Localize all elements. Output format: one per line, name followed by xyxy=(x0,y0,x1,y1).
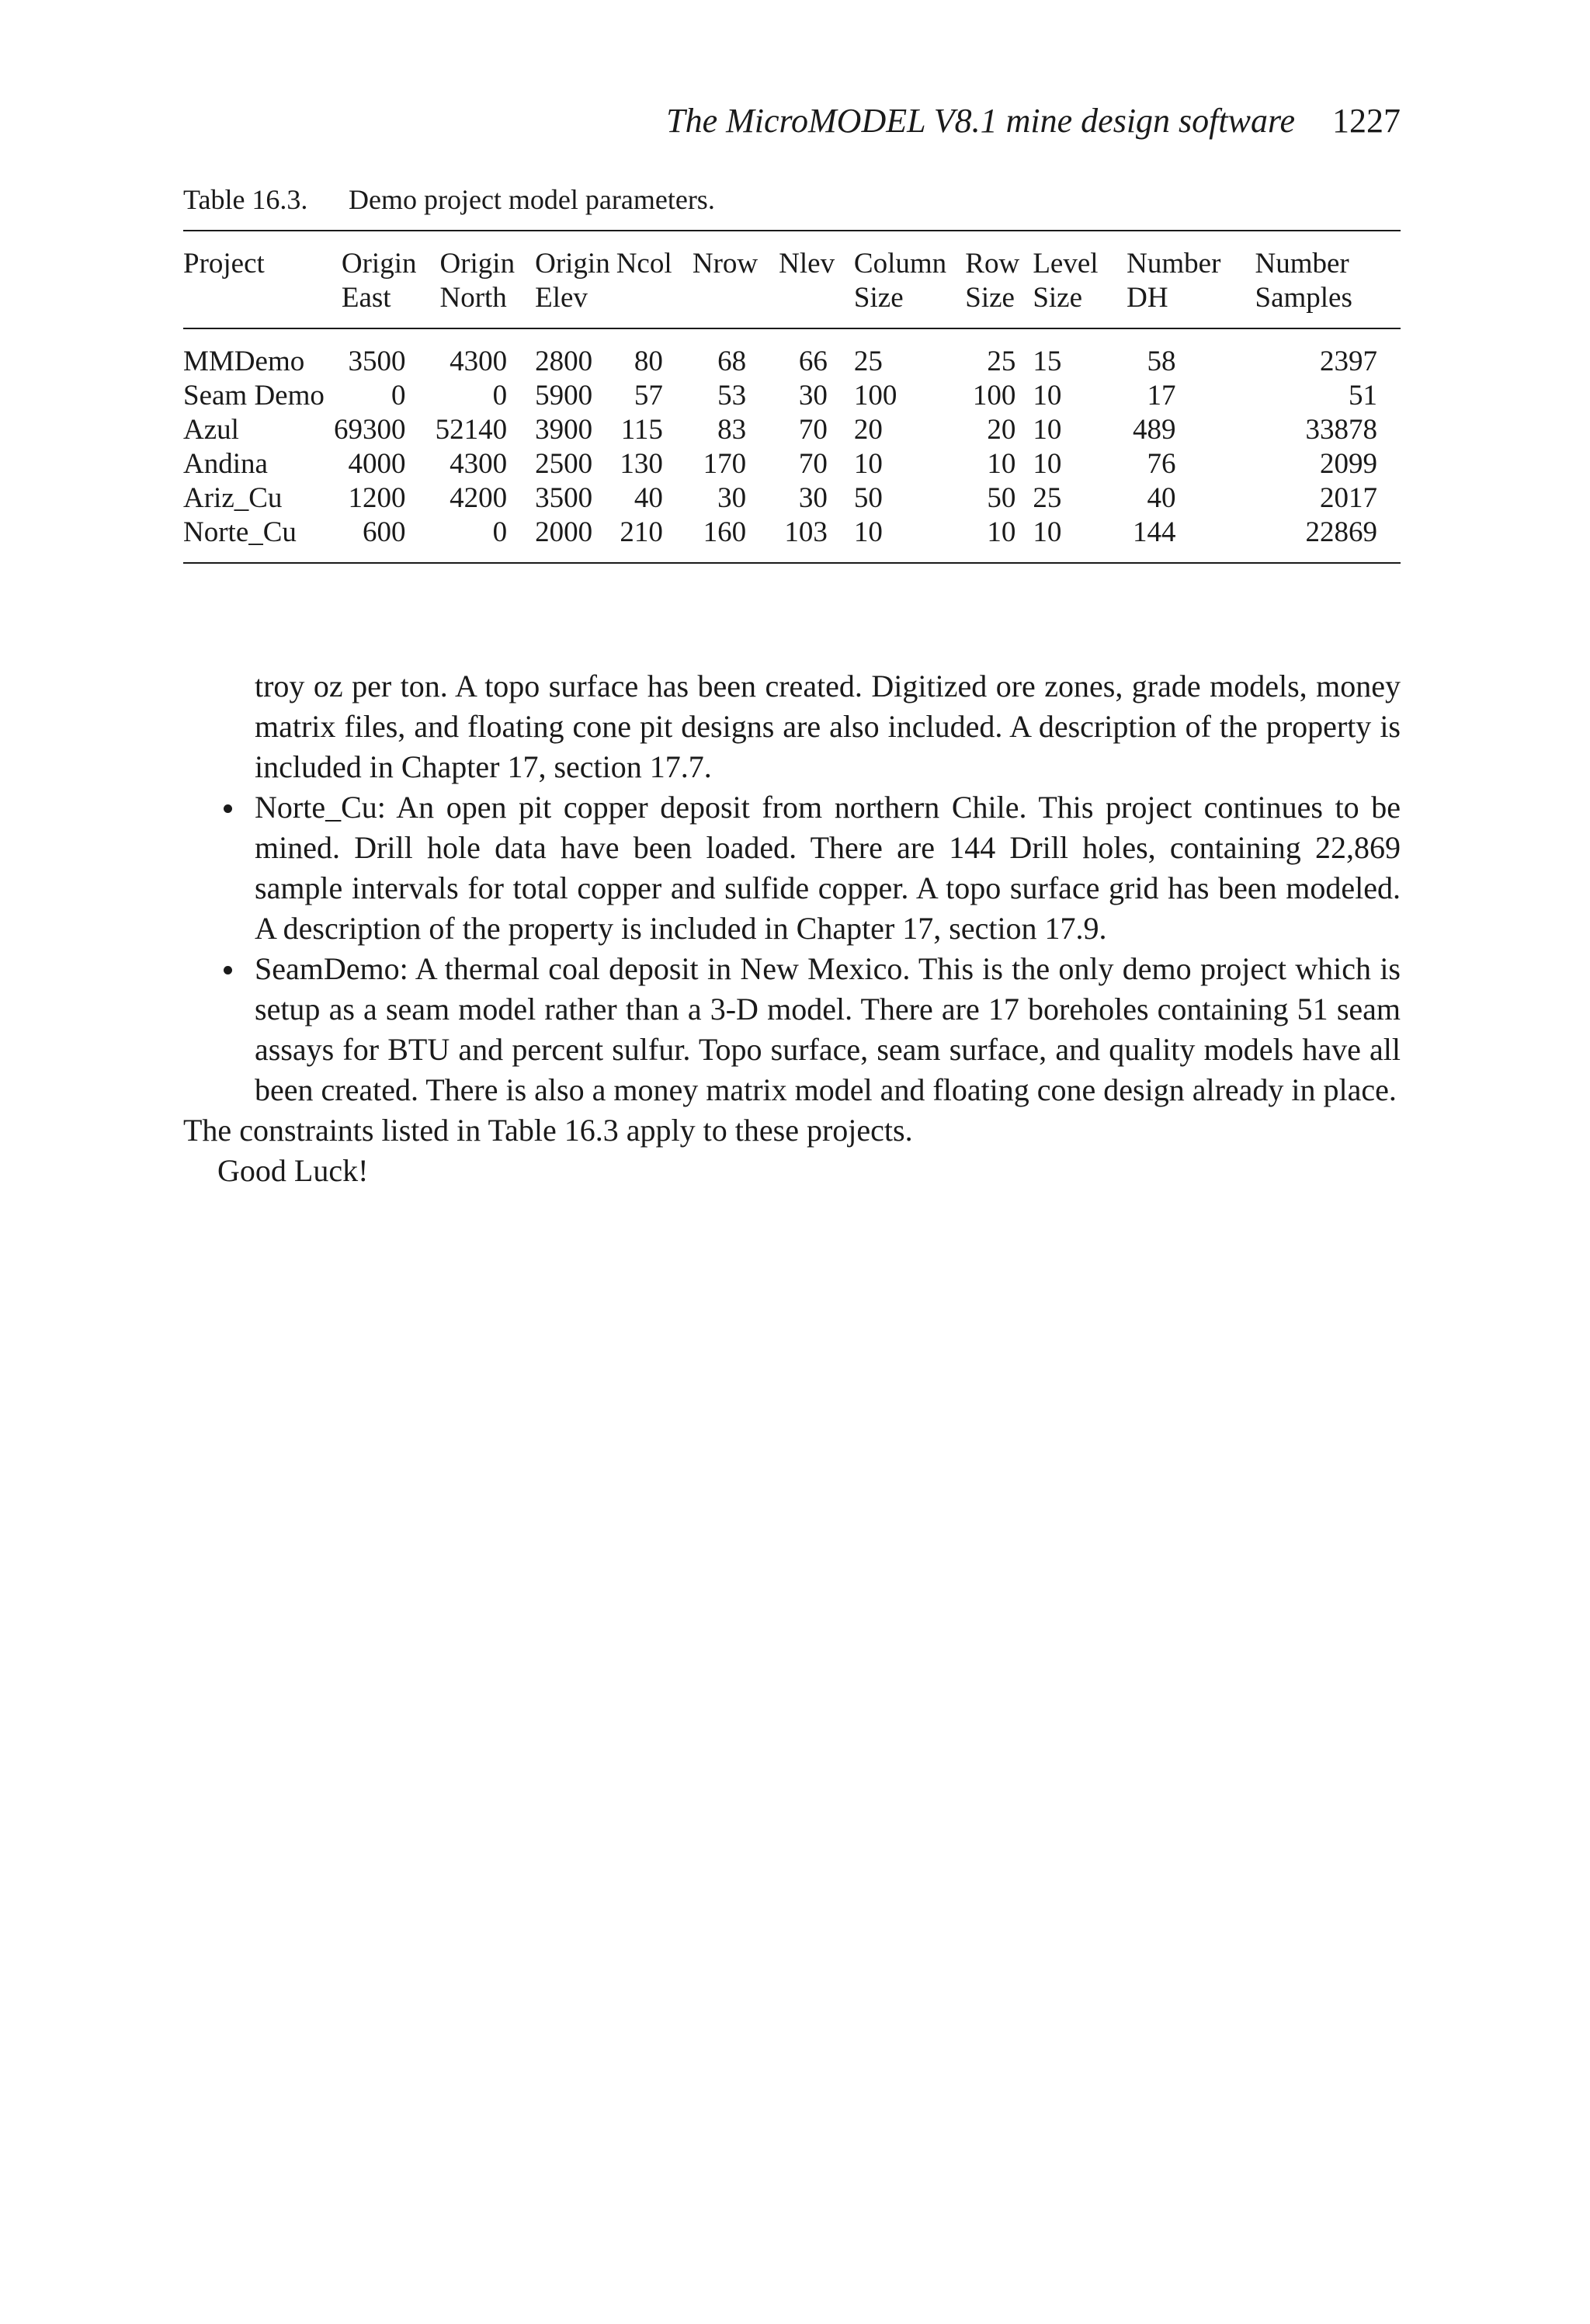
list-item xyxy=(183,949,1401,1110)
table-row xyxy=(183,328,1401,379)
table-cell: 30 xyxy=(798,380,828,412)
table-row xyxy=(183,413,1401,447)
table-cell: 10 xyxy=(853,516,883,548)
table-cell: 600 xyxy=(362,516,406,548)
column-header: Origin East xyxy=(325,231,417,328)
bullet-icon xyxy=(224,966,232,974)
table-cell: 0 xyxy=(391,380,406,412)
table-cell: 15 xyxy=(1033,346,1062,377)
table-cell: 2800 xyxy=(535,346,593,377)
model-parameters-table xyxy=(183,230,1401,564)
table-body xyxy=(183,328,1401,563)
column-header: Origin Elev xyxy=(515,231,610,328)
column-header: Level Size xyxy=(1022,231,1106,328)
table-cell: 10 xyxy=(1033,414,1062,446)
column-header: Number DH xyxy=(1106,231,1222,328)
table-cell: 103 xyxy=(784,516,828,548)
column-header: Origin North xyxy=(416,231,515,328)
table-cell: 2099 xyxy=(1320,448,1377,480)
table-cell: 3900 xyxy=(535,414,593,446)
page-number: 1227 xyxy=(1332,102,1401,140)
table-cell: 68 xyxy=(717,346,747,377)
table-cell: 58 xyxy=(1147,346,1176,377)
table-cell: 2000 xyxy=(535,516,593,548)
table-cell: 115 xyxy=(620,414,663,446)
table-cell: 20 xyxy=(853,414,883,446)
column-header: Number Samples xyxy=(1223,231,1401,328)
table-cell: 3500 xyxy=(348,346,406,377)
project-name-cell: Seam Demo xyxy=(183,380,325,412)
table-cell: 489 xyxy=(1133,414,1176,446)
table-cell: 4300 xyxy=(450,448,508,480)
table-cell: 51 xyxy=(1349,380,1377,412)
sign-off: Good Luck! xyxy=(217,1153,369,1188)
table-cell: 0 xyxy=(492,516,508,548)
table-cell: 2397 xyxy=(1320,346,1377,377)
table-cell: 50 xyxy=(987,482,1016,514)
table-cell: 100 xyxy=(853,380,897,412)
table-cell: 30 xyxy=(798,482,828,514)
table-cell: 10 xyxy=(853,448,883,480)
table-caption xyxy=(183,183,715,216)
table-cell: 3500 xyxy=(535,482,593,514)
bullet-text: Norte_Cu: An open pit copper deposit from northern Chile. This project continues to be mined. Drill hole data have been loaded. There are 144 Drill holes, containing 22,869 sample intervals for total copper and sulfide copper. A topo surface grid has been modeled. A description of the property is included in Chapter 17, section 17.9. xyxy=(255,790,1401,946)
table-cell: 10 xyxy=(1033,380,1062,412)
table-cell: 4000 xyxy=(348,448,406,480)
table-cell: 69300 xyxy=(333,414,406,446)
table-cell: 10 xyxy=(987,516,1016,548)
table-cell: 40 xyxy=(1147,482,1176,514)
project-name-cell: Norte_Cu xyxy=(183,516,297,548)
table-cell: 25 xyxy=(1033,482,1062,514)
table-cell: 144 xyxy=(1133,516,1176,548)
table-cell: 100 xyxy=(972,380,1016,412)
body-text xyxy=(183,666,1401,1191)
column-header: Nrow xyxy=(683,231,765,328)
table-cell: 170 xyxy=(703,448,747,480)
bullet-text: SeamDemo: A thermal coal deposit in New Mexico. This is the only demo project which is setup as a seam model rather than a 3-D model. There are 17 boreholes containing 51 seam assays for BTU and percent sulfur. Topo surface, seam surface, and quality models have all been created. There is also a money matrix model and floating cone design already in place. xyxy=(255,951,1401,1107)
table-cell: 0 xyxy=(492,380,508,412)
table-row xyxy=(183,447,1401,481)
table-cell: 33878 xyxy=(1305,414,1377,446)
table-cell: 10 xyxy=(1033,448,1062,480)
table-cell: 4200 xyxy=(450,482,508,514)
closing-paragraph: The constraints listed in Table 16.3 apply to these projects. xyxy=(183,1113,913,1148)
table-cell: 80 xyxy=(634,346,663,377)
table-cell: 70 xyxy=(798,414,828,446)
table-cell: 22869 xyxy=(1305,516,1377,548)
table-cell: 53 xyxy=(717,380,747,412)
table-cell: 25 xyxy=(987,346,1016,377)
table-cell: 52140 xyxy=(435,414,508,446)
table-row xyxy=(183,481,1401,516)
table-cell: 40 xyxy=(634,482,663,514)
list-item xyxy=(183,787,1401,949)
bullet-list xyxy=(183,787,1401,1110)
table-row xyxy=(183,516,1401,563)
table-cell: 50 xyxy=(853,482,883,514)
table-cell: 66 xyxy=(798,346,828,377)
table-cell: 83 xyxy=(717,414,747,446)
project-name-cell: Azul xyxy=(183,414,239,446)
table-cell: 10 xyxy=(987,448,1016,480)
table-cell: 160 xyxy=(703,516,747,548)
table-cell: 5900 xyxy=(535,380,593,412)
table-cell: 2500 xyxy=(535,448,593,480)
table-cell: 4300 xyxy=(450,346,508,377)
page-header xyxy=(183,101,1401,148)
table-cell: 10 xyxy=(1033,516,1062,548)
table-cell: 76 xyxy=(1147,448,1176,480)
project-name-cell: MMDemo xyxy=(183,346,305,377)
table-caption-text: Demo project model parameters. xyxy=(349,184,715,215)
column-header: Column Size xyxy=(843,231,948,328)
column-header: Nlev xyxy=(765,231,843,328)
table-cell: 30 xyxy=(717,482,747,514)
table-cell: 1200 xyxy=(348,482,406,514)
table-row xyxy=(183,379,1401,413)
table-cell: 210 xyxy=(620,516,663,548)
column-header: Ncol xyxy=(610,231,683,328)
table-cell: 70 xyxy=(798,448,828,480)
project-name-cell: Andina xyxy=(183,448,268,480)
continuation-paragraph: troy oz per ton. A topo surface has been created. Digitized ore zones, grade models, money matrix files, and floating cone pit designs are also included. A description of the property is included in Chapter 17, section 17.7. xyxy=(255,669,1401,784)
table-cell: 57 xyxy=(634,380,663,412)
column-header: Row Size xyxy=(948,231,1022,328)
bullet-icon xyxy=(224,804,232,813)
table-cell: 2017 xyxy=(1320,482,1377,514)
table-cell: 25 xyxy=(853,346,883,377)
table-header-row xyxy=(183,231,1401,328)
running-title: The MicroMODEL V8.1 mine design software xyxy=(666,102,1295,140)
project-name-cell: Ariz_Cu xyxy=(183,482,283,514)
table-cell: 20 xyxy=(987,414,1016,446)
table-caption-label: Table 16.3. xyxy=(183,184,308,215)
column-header: Project xyxy=(183,231,325,328)
table-cell: 130 xyxy=(620,448,663,480)
table-cell: 17 xyxy=(1147,380,1176,412)
